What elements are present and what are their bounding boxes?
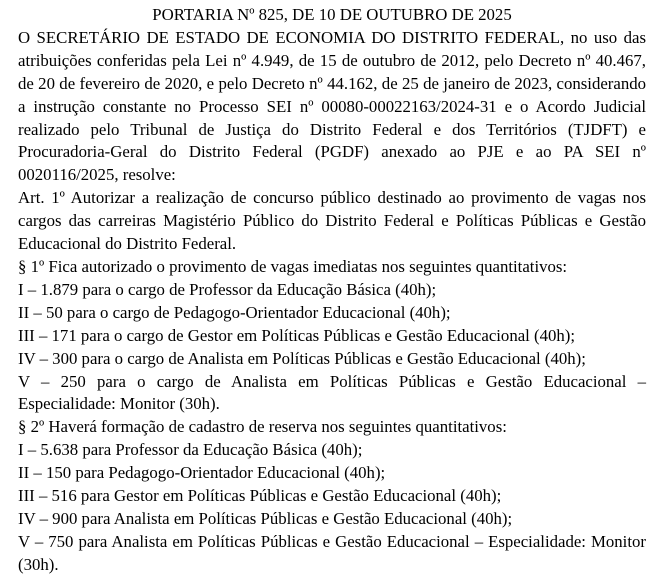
paragraph-1-item: V – 250 para o cargo de Analista em Políticas Públicas e Gestão Educacional – Especialidade: Monitor (30h). [18,371,646,414]
preamble-paragraph: O SECRETÁRIO DE ESTADO DE ECONOMIA DO DISTRITO FEDERAL, no uso das atribuições conferidas pela Lei nº 4.949, de 15 de outubro de 2012, pelo Decreto nº 40.467, de 20 de fevereiro de 2020, e pelo Decreto nº 44.162, de 25 de janeiro de 2023, considerando a instrução constante no Processo SEI nº 00080-00022163/2024-31 e o Acordo Judicial realizado pelo Tribunal de Justiça do Distrito Federal e dos Territórios (TJDFT) e Procuradoria-Geral do Distrito Federal (PGDF) anexado ao PJE e ao PA SEI nº 0020116/2025, resolve: [18,27,646,185]
paragraph-2-heading: § 2º Haverá formação de cadastro de reserva nos seguintes quantitativos: [18,417,507,437]
paragraph-2-item: I – 5.638 para Professor da Educação Básica (40h); [18,440,363,460]
paragraph-2-item: II – 150 para Pedagogo-Orientador Educacional (40h); [18,463,386,483]
paragraph-2-item: III – 516 para Gestor em Políticas Públicas e Gestão Educacional (40h); [18,486,502,506]
paragraph-1-heading: § 1º Fica autorizado o provimento de vagas imediatas nos seguintes quantitativos: [18,256,568,276]
paragraph-1-item: II – 50 para o cargo de Pedagogo-Orientador Educacional (40h); [18,302,451,322]
paragraph-1-item: IV – 300 para o cargo de Analista em Políticas Públicas e Gestão Educacional (40h); [18,348,586,368]
article-1: Art. 1º Autorizar a realização de concurso público destinado ao provimento de vagas nos cargos das carreiras Magistério Público do Distrito Federal e Políticas Públicas e Gestão Educacional do Distrito Federal. [18,188,646,254]
document-title: PORTARIA Nº 825, DE 10 DE OUTUBRO DE 2025 [152,5,512,24]
paragraph-1-item: III – 171 para o cargo de Gestor em Políticas Públicas e Gestão Educacional (40h); [18,325,576,345]
paragraph-2-item: IV – 900 para Analista em Políticas Públicas e Gestão Educacional (40h); [18,508,513,528]
paragraph-1-item: I – 1.879 para o cargo de Professor da Educação Básica (40h); [18,279,437,299]
paragraph-2-item: V – 750 para Analista em Políticas Públicas e Gestão Educacional – Especialidade: Monitor (30h). [18,531,646,574]
